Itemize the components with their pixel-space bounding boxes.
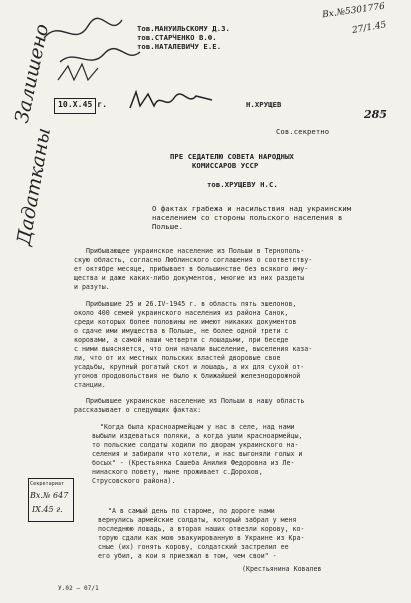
page-number: 285 — [364, 108, 387, 121]
body-line: Струсовского района). — [92, 477, 176, 485]
left-handwriting-second — [13, 125, 56, 247]
subject-line: Польше. — [152, 222, 183, 231]
archive-subreference: 27/1.45 — [351, 20, 388, 36]
body-line: нинаского повету, ныне проживает с.Дорохов, — [92, 468, 263, 476]
body-line: вернулись армейские солдаты, который забрал у меня — [98, 516, 297, 524]
recipient-line: тов.СТАРЧЕНКО В.Ф. — [137, 33, 217, 42]
body-line: станции. — [74, 381, 106, 389]
recipient-line: тов.НАТАЛЕВИЧУ Е.Е. — [137, 42, 222, 51]
body-line: последнюю лошадь, а вторая наших отвезли корову, ко- — [98, 525, 305, 533]
body-line: (Крестьянина Ковалев — [242, 565, 322, 573]
body-line: ет октябре месяце, прибывает в большинстве без всякого иму- — [74, 265, 309, 273]
signer-label: Н.ХРУЩЕВ — [246, 100, 282, 109]
body-line: ли, что от их местных польских властей дворовые свое — [74, 354, 281, 362]
classification: Сов.секретно — [276, 127, 330, 136]
addressee-line: тов.ХРУЩЕВУ Н.С. — [207, 180, 278, 189]
body-line: Прибывшие 25 и 26.IV-1945 г. в область пять эшелонов, — [86, 300, 297, 308]
recipient-line: Тов.МАНУИЛЬСКОМУ Д.З. — [137, 24, 230, 33]
handwriting-scribble — [40, 8, 150, 100]
body-line: угонов продовольствия не было к ближайшей железнодорожной — [74, 372, 301, 380]
addressee-line: КОМИССАРОВ УССР — [192, 161, 259, 170]
subject-line: О фактах грабежа и насильствия над украинским — [152, 204, 352, 213]
body-line: с ними выясняется, что они начали выселение, выселения каза- — [74, 345, 313, 353]
addressee-line: ПРЕ СЕДАТЕЛЮ СОВЕТА НАРОДНЫХ — [170, 152, 294, 161]
body-line: и разуты. — [74, 283, 110, 291]
body-line: рассказывает о следующих фактах: — [74, 406, 202, 414]
body-line: босых" - (Крестьянка Сашеба Анилия Федоровна из Ле- — [92, 459, 295, 467]
body-line: "А в самый день по староме, по дороге нами — [108, 507, 275, 515]
archive-reference: Вх.№5301776 — [321, 1, 386, 21]
secretariat-stamp-number: Вх.№ 647 — [30, 491, 69, 500]
secretariat-stamp-date: IX.45 г. — [32, 505, 63, 514]
body-line: то польские солдаты ходили по дворам украинского на- — [92, 441, 299, 449]
signature — [126, 88, 216, 114]
body-line: коровами, а самой наши четверти с лошадьми, при беседе — [74, 336, 289, 344]
body-line: Прибывающее украинское население из Польши в Тернополь- — [86, 247, 305, 255]
secretariat-stamp-title: Секретариат — [30, 481, 65, 487]
body-line: скую область, согласно Люблинского соглашения о соответству- — [74, 256, 313, 264]
handwriting-scribble: Дадатканы — [12, 126, 56, 247]
left-vertical-handwriting: Залишено — [10, 22, 54, 126]
footer-mark: У.02 — 07/1 — [58, 585, 99, 592]
body-line: "Когда была красноармейцам у нас в селе, над нами — [100, 423, 295, 431]
body-line: усадьбы, крупный рогатый скот и лошадь, а их для сухой от- — [74, 363, 305, 371]
body-line: Прибывшее украинское население из Польши в нашу область — [86, 397, 305, 405]
body-line: выбыли издеваться поляки, а когда ушли красноармейцы, — [92, 432, 303, 440]
body-line: около 400 семей украинского населения из района Санок, — [74, 309, 289, 317]
body-line: о сдаче ими имущества в Польше, не более одной трети с — [74, 327, 289, 335]
body-line: селения и забирали что хотели, и нас выгоняли голых и — [92, 450, 303, 458]
body-line: щества и даже каких-либо документов, многие из них раздеты — [74, 274, 305, 282]
body-line: торую сдали как мою эвакуированную в Украине из Кра- — [98, 534, 305, 542]
date-stamp-text: 10.X.45 г. — [58, 100, 108, 109]
body-line: его убил, а кои я приезжал в том, чем свои" - — [98, 552, 277, 560]
body-line: сные (их) гонять корову, солдатский застрелил ее — [98, 543, 289, 551]
subject-line: населением со стороны польского населения в — [152, 213, 343, 222]
body-line: среди которых более половины не имеют никаких документов — [74, 318, 297, 326]
